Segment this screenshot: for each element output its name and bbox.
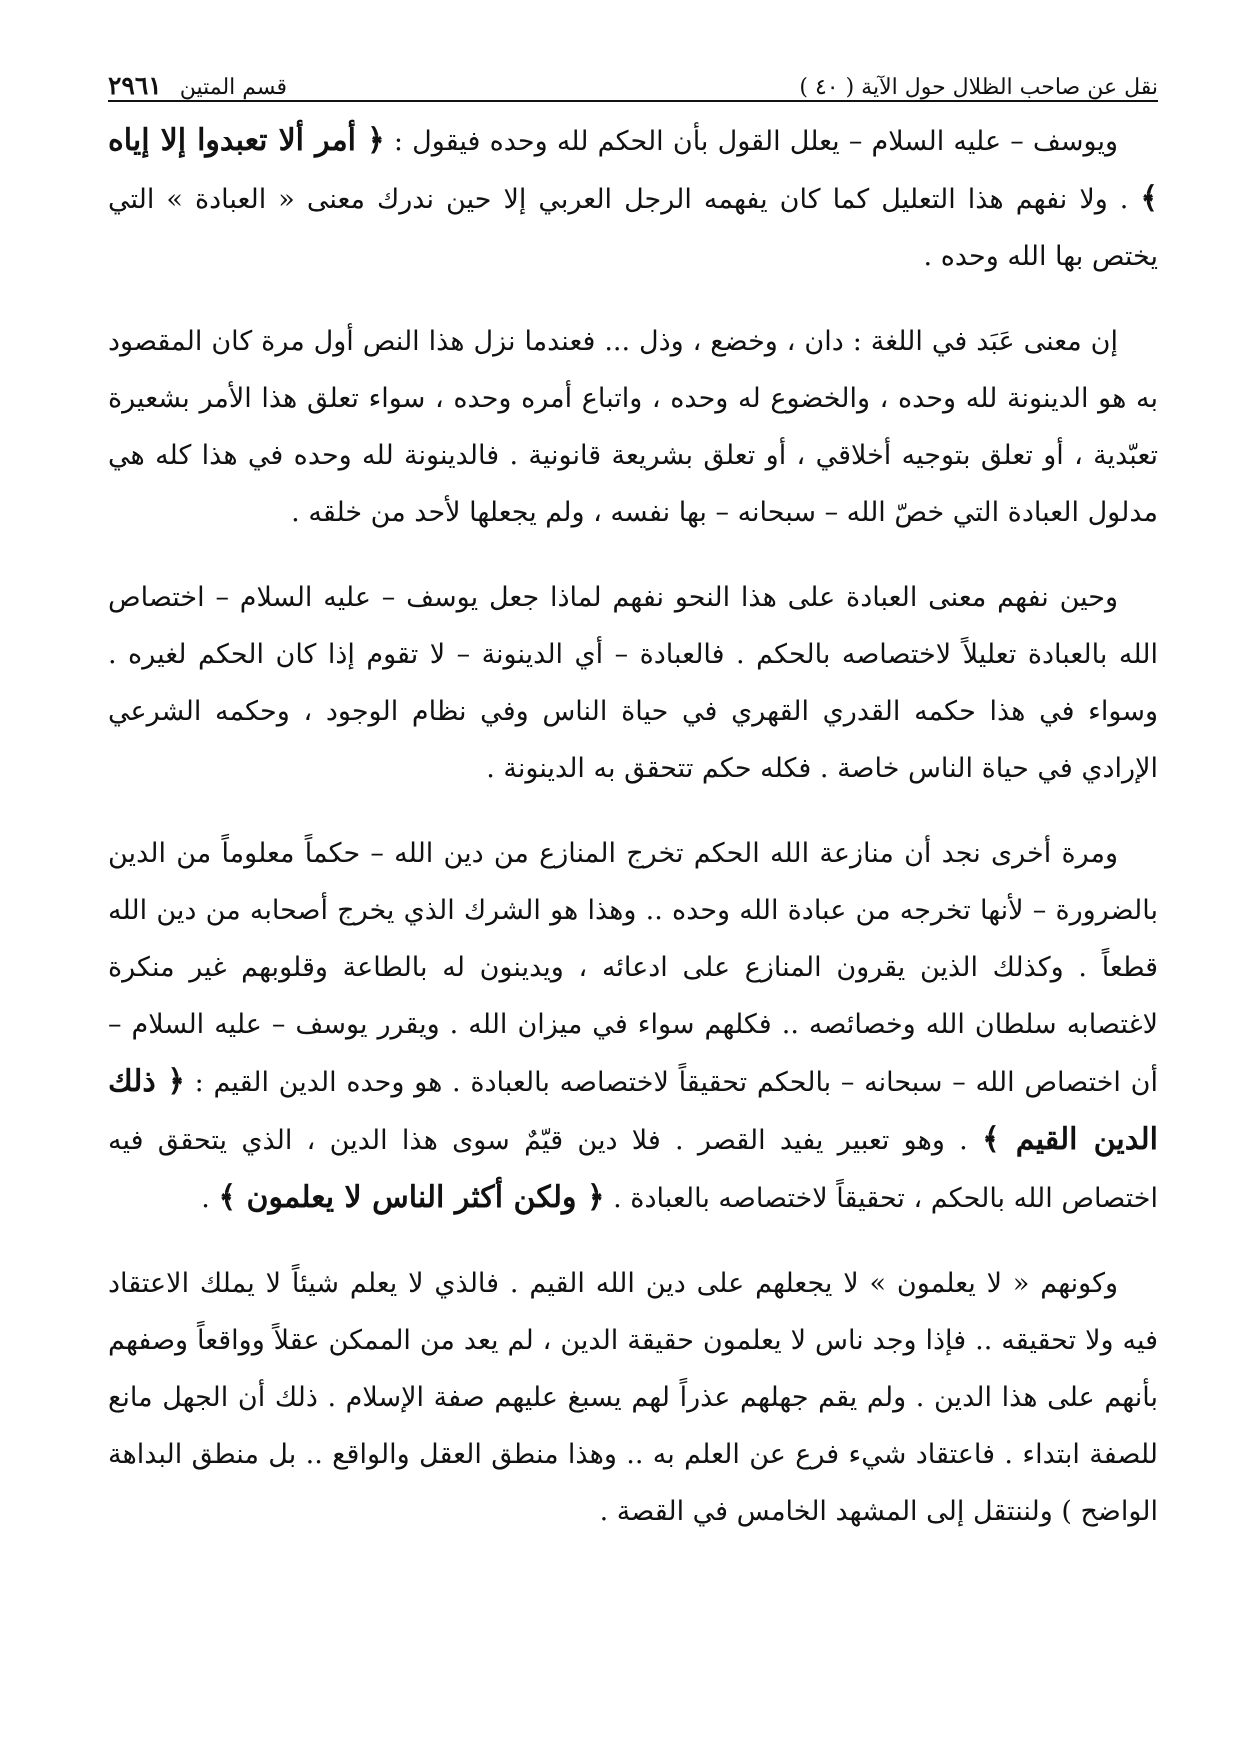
paragraph-text: ويوسف – عليه السلام – يعلل القول بأن الحكم لله وحده فيقول : (384, 126, 1118, 157)
header-left-group (108, 71, 287, 100)
paragraph-text: وحين نفهم معنى العبادة على هذا النحو نفهم لماذا جعل يوسف – عليه السلام – اختصاص الله بالعبادة تعليلاً لاختصاصه بالحكم . فالعبادة – أي الدينونة – لا تقوم إذا كان الحكم لغيره . وسواء في هذا حكمه القدري القهري في حياة الناس وفي نظام الوجود ، وحكمه الشرعي الإرادي في حياة الناس خاصة . فكله حكم تتحقق به الدينونة . (108, 582, 1158, 784)
paragraph (108, 112, 1158, 285)
section-title: قسم المتين (179, 75, 288, 100)
quran-quote: ﴿ ذلك الدين القيم ﴾ (108, 1064, 1159, 1157)
paragraph-text: ومرة أخرى نجد أن منازعة الله الحكم تخرج المنازع من دين الله – حكماً معلوماً من الدين بالضرورة – لأنها تخرجه من عبادة الله وحده .. وهذا هو الشرك الذي يخرج أصحابه من دين الله قطعاً . وكذلك الذين يقرون المنازع على ادعائه ، ويدينون له بالطاعة وقلوبهم غير منكرة لاغتصابه سلطان الله وخصائصه .. فكلهم سواء في ميزان الله . ويقرر يوسف – عليه السلام – أن اختصاص الله – سبحانه – بالحكم تحقيقاً لاختصاصه بالعبادة . هو وحده الدين القيم : (108, 838, 1158, 1098)
paragraph (108, 569, 1158, 797)
quran-quote: ﴿ ولكن أكثر الناس لا يعلمون ﴾ (218, 1180, 605, 1215)
page-number: ٢٩٦١ (108, 71, 162, 100)
paragraph (108, 825, 1158, 1227)
running-title: نقل عن صاحب الظلال حول الآية ( ٤٠ ) (799, 75, 1158, 100)
paragraph-text: إن معنى عَبَد في اللغة : دان ، وخضع ، وذل ... فعندما نزل هذا النص أول مرة كان المقصود به هو الدينونة لله وحده ، والخضوع له وحده ، واتباع أمره وحده ، سواء تعلق هذا الأمر بشعيرة تعبّدية ، أو تعلق بتوجيه أخلاقي ، أو تعلق بشريعة قانونية . فالدينونة لله وحده في هذا كله هي مدلول العبادة التي خصّ الله – سبحانه – بها نفسه ، ولم يجعلها لأحد من خلقه . (108, 326, 1158, 528)
paragraph (108, 1255, 1158, 1540)
quran-quote: ﴿ أمر ألا تعبدوا إلا إياه ﴾ (108, 123, 1158, 216)
paragraph-text: . وهو تعبير يفيد القصر . فلا دين قيّمٌ سوى هذا الدين ، الذي يتحقق فيه اختصاص الله بالحكم ، تحقيقاً لاختصاصه بالعبادة . (108, 1125, 1158, 1214)
body-text (108, 112, 1158, 1540)
paragraph-text: وكونهم « لا يعلمون » لا يجعلهم على دين الله القيم . فالذي لا يعلم شيئاً لا يملك الاعتقاد فيه ولا تحقيقه .. فإذا وجد ناس لا يعلمون حقيقة الدين ، لم يعد من الممكن عقلاً وواقعاً وصفهم بأنهم على هذا الدين . ولم يقم جهلهم عذراً لهم يسبغ عليهم صفة الإسلام . ذلك أن الجهل مانع للصفة ابتداء . فاعتقاد شيء فرع عن العلم به .. وهذا منطق العقل والواقع .. بل منطق البداهة الواضح ) ولننتقل إلى المشهد الخامس في القصة . (108, 1268, 1158, 1527)
page-header (108, 48, 1158, 102)
paragraph-text: . (201, 1183, 219, 1214)
paragraph (108, 313, 1158, 541)
paragraph-text: . ولا نفهم هذا التعليل كما كان يفهمه الرجل العربي إلا حين ندرك معنى « العبادة » التي يختص بها الله وحده . (108, 184, 1158, 272)
